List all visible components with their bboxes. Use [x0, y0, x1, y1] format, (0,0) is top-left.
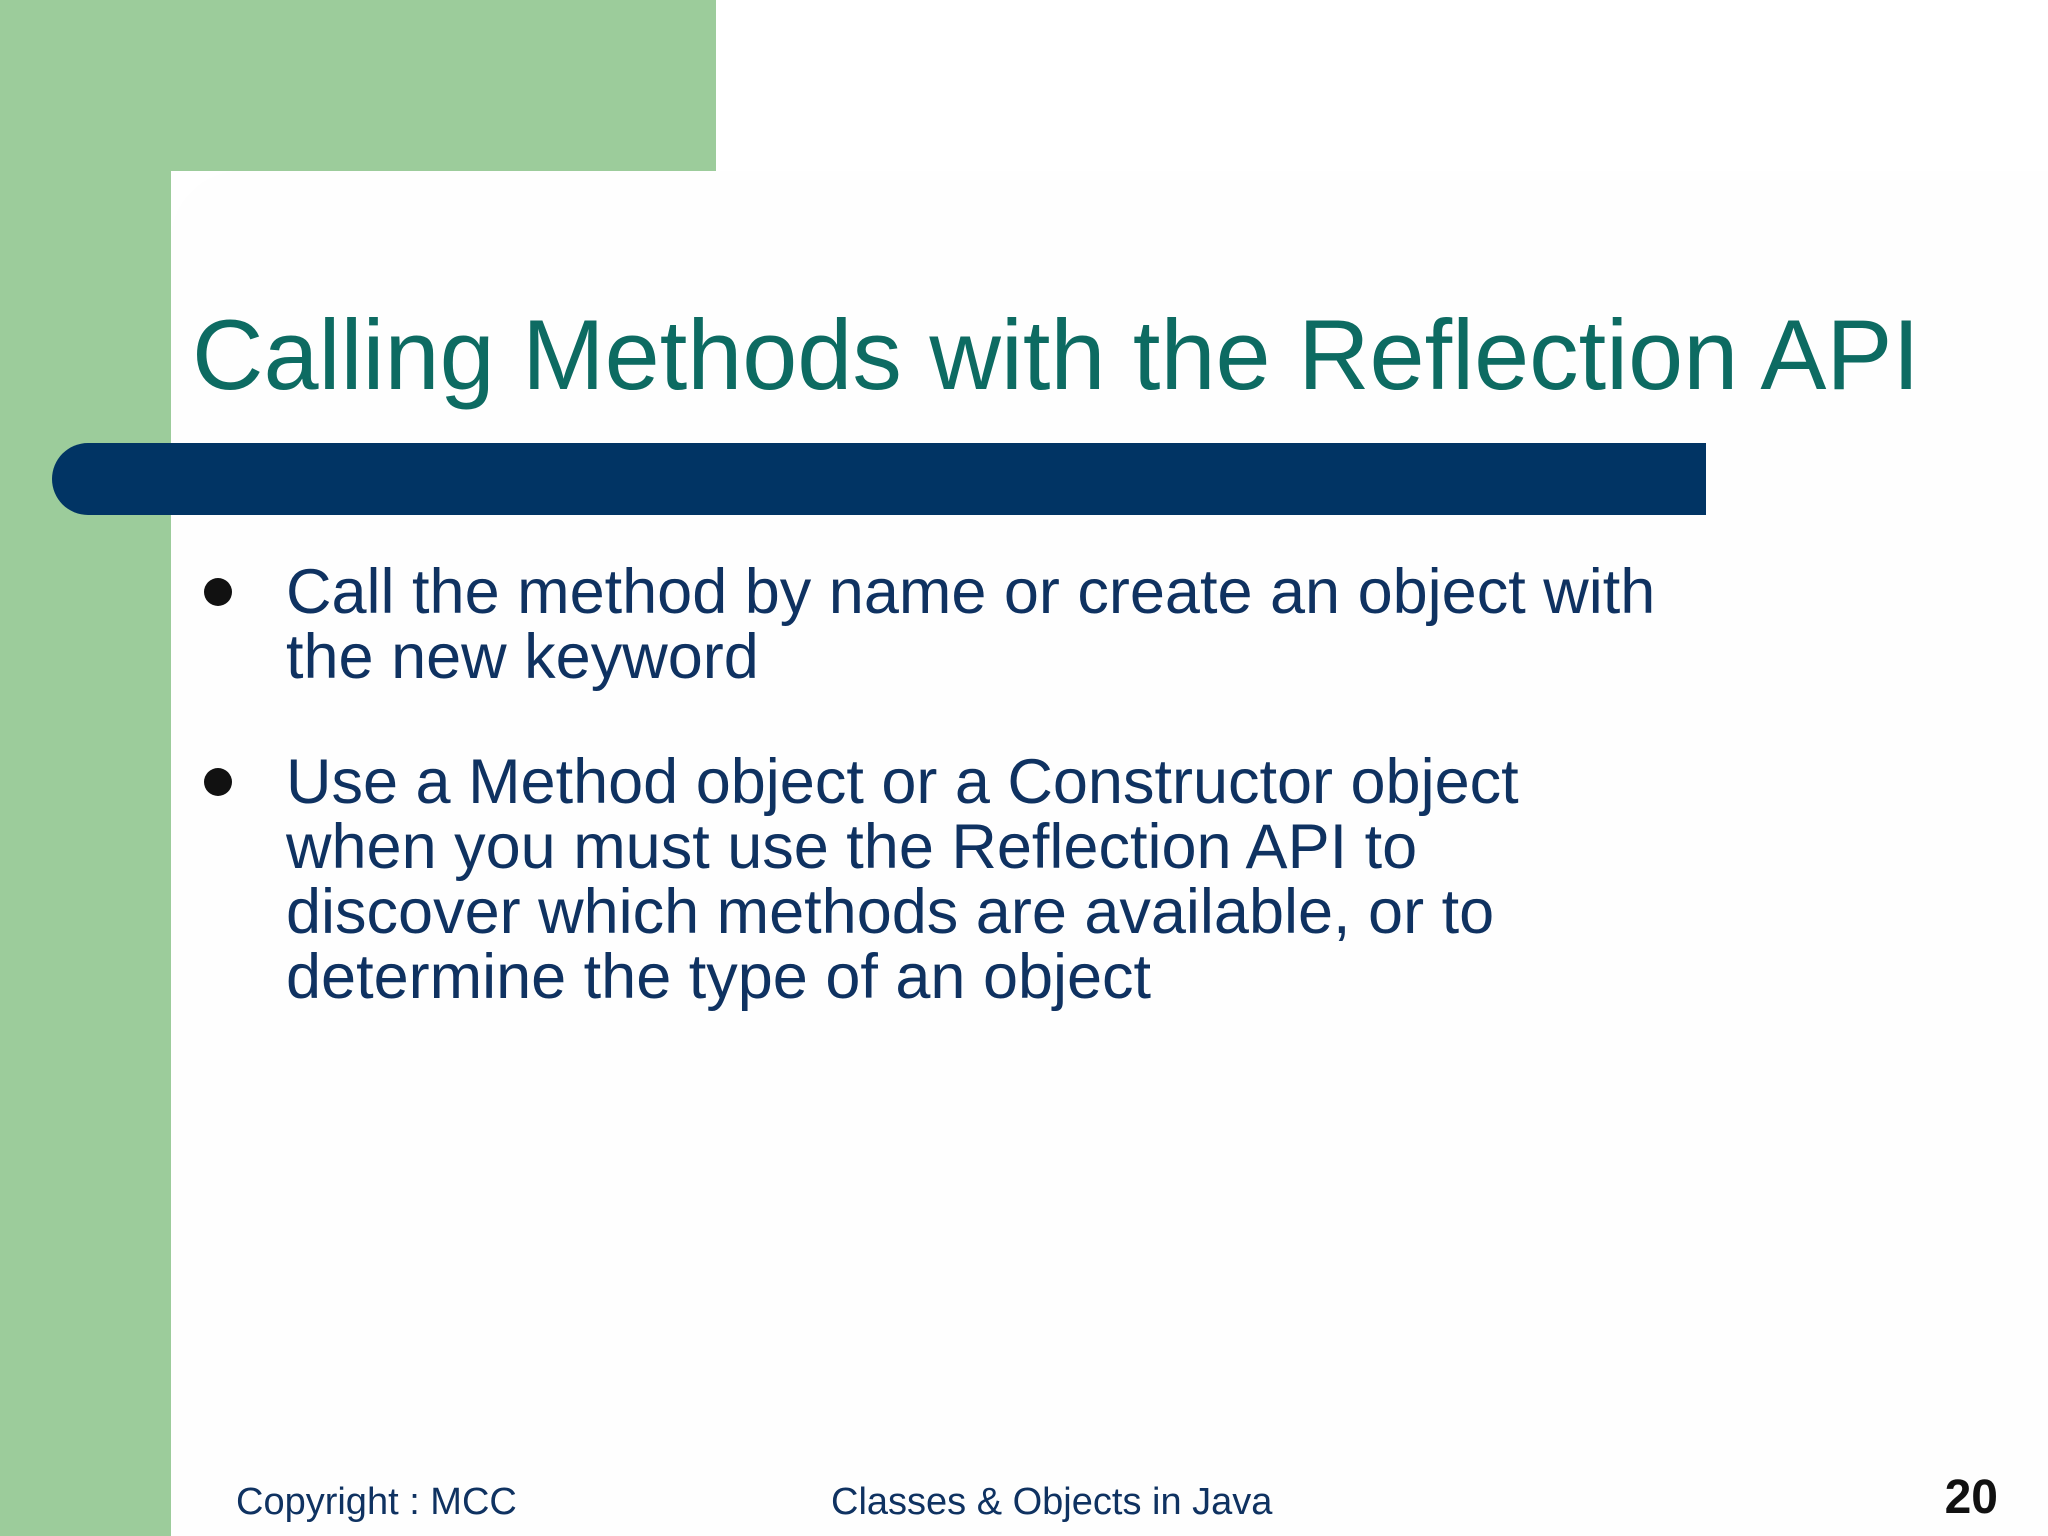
bullet-list: [200, 557, 1800, 1070]
bullet-text: Use a Method object or a Constructor object when you must use the Reflection API to discover which methods are available, or to determine the type of an object: [286, 747, 1519, 1012]
bullet-text: Call the method by name or create an object with the new keyword: [286, 557, 1656, 692]
page-number: 20: [1944, 1471, 1998, 1524]
footer-topic: Classes & Objects in Java: [831, 1481, 1273, 1523]
title-underline-bar: [52, 443, 1706, 515]
bullet-item: [200, 747, 1800, 1012]
green-left-sidebar: [0, 0, 171, 1536]
bullet-item: [200, 557, 1800, 692]
slide-title: Calling Methods with the Reflection API: [192, 299, 1920, 410]
bullet-dot-icon: [204, 768, 232, 796]
footer-copyright: Copyright : MCC: [236, 1481, 517, 1523]
bullet-dot-icon: [204, 578, 232, 606]
